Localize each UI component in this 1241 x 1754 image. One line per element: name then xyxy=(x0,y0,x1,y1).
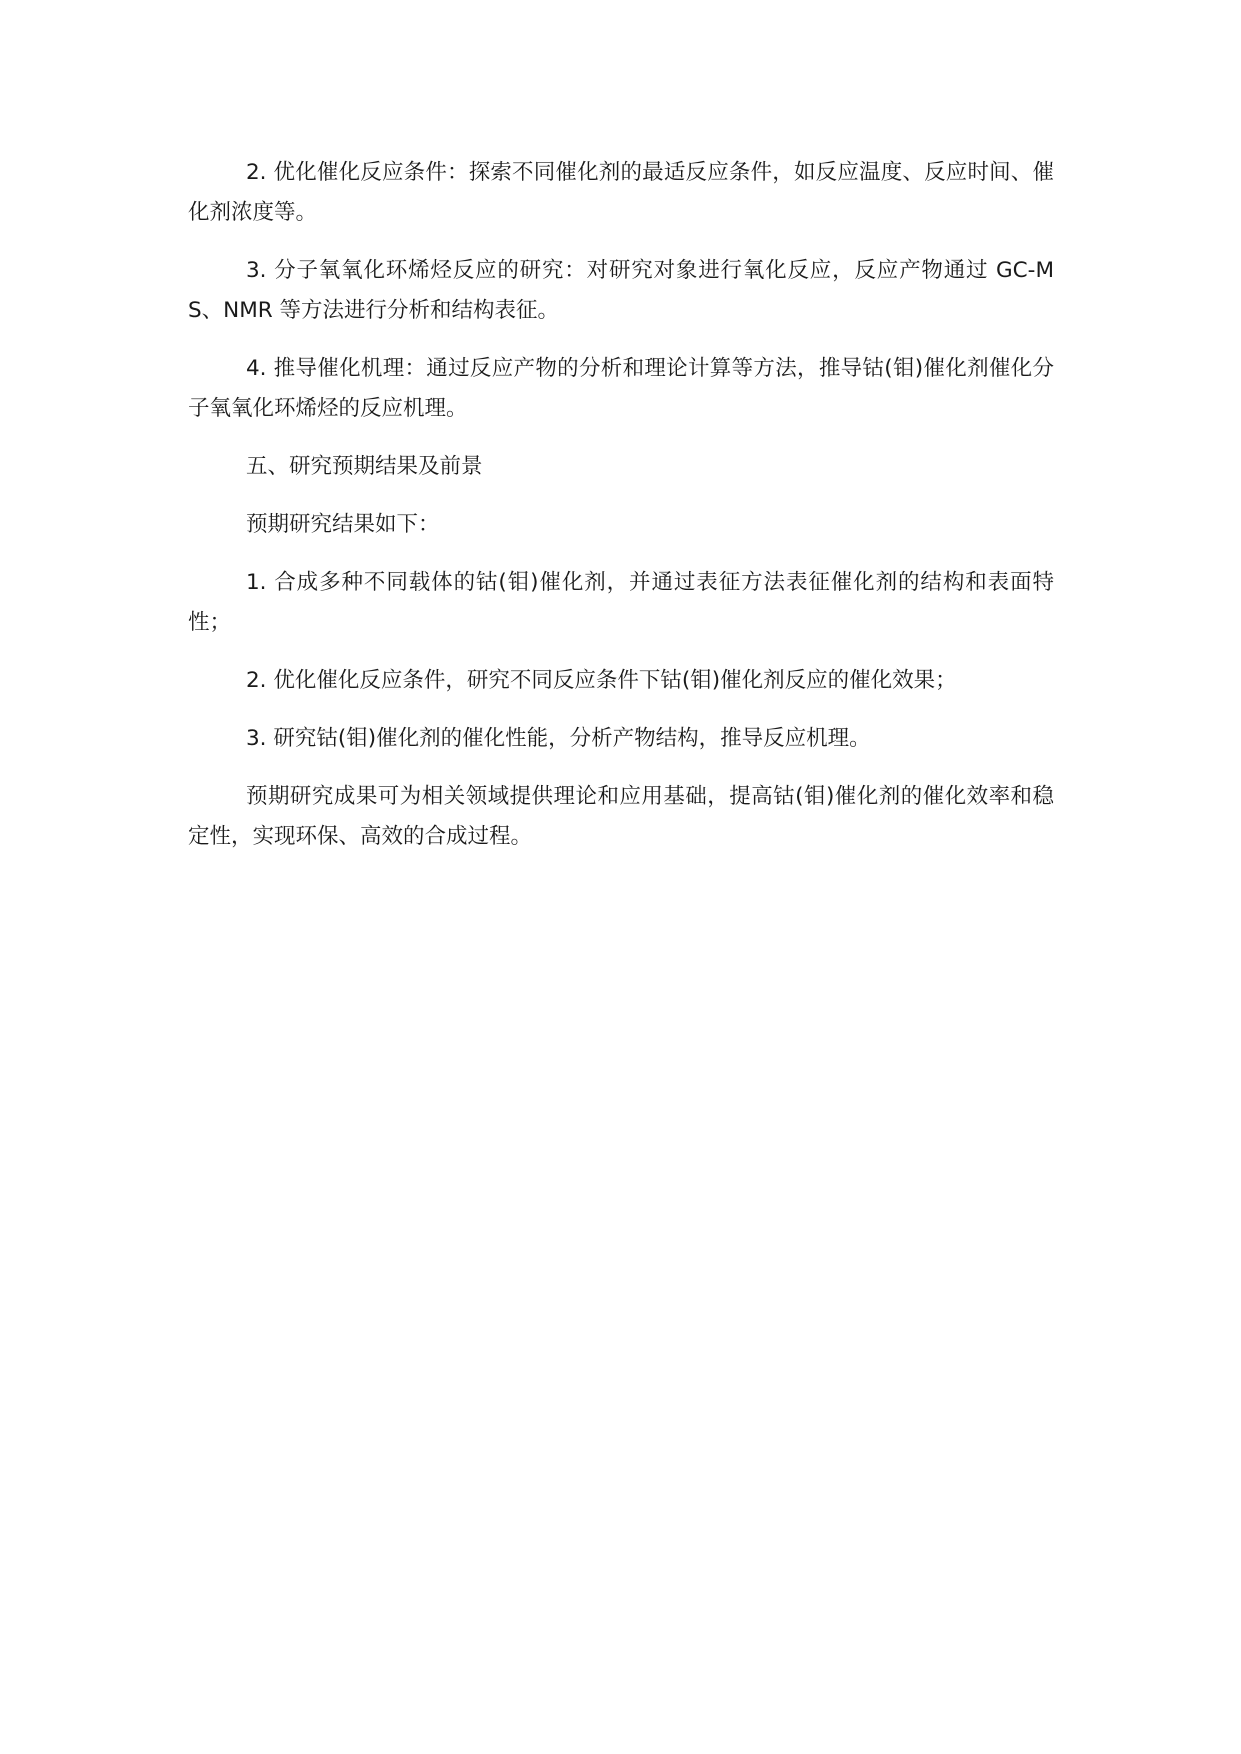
list-item-oxidation-study: 3. 分子氧氧化环烯烃反应的研究：对研究对象进行氧化反应，反应产物通过 GC-MS、NMR 等方法进行分析和结构表征。 xyxy=(188,258,1054,323)
conclusion-paragraph: 预期研究成果可为相关领域提供理论和应用基础，提高钴(钼)催化剂的催化效率和稳定性，实现环保、高效的合成过程。 xyxy=(188,784,1054,849)
list-item-mechanism: 4. 推导催化机理：通过反应产物的分析和理论计算等方法，推导钴(钼)催化剂催化分子氧氧化环烯烃的反应机理。 xyxy=(188,356,1054,421)
result-item-optimization: 2. 优化催化反应条件，研究不同反应条件下钴(钼)催化剂反应的催化效果； xyxy=(246,668,957,693)
list-item-optimize-conditions: 2. 优化催化反应条件：探索不同催化剂的最适反应条件，如反应温度、反应时间、催化剂浓度等。 xyxy=(188,160,1054,225)
section-heading: 五、研究预期结果及前景 xyxy=(246,454,483,479)
document-body xyxy=(188,153,1054,875)
result-item-performance: 3. 研究钴(钼)催化剂的催化性能，分析产物结构，推导反应机理。 xyxy=(246,726,871,751)
expected-results-intro: 预期研究结果如下： xyxy=(246,512,440,537)
result-item-synthesis: 1. 合成多种不同载体的钴(钼)催化剂，并通过表征方法表征催化剂的结构和表面特性； xyxy=(188,570,1054,635)
